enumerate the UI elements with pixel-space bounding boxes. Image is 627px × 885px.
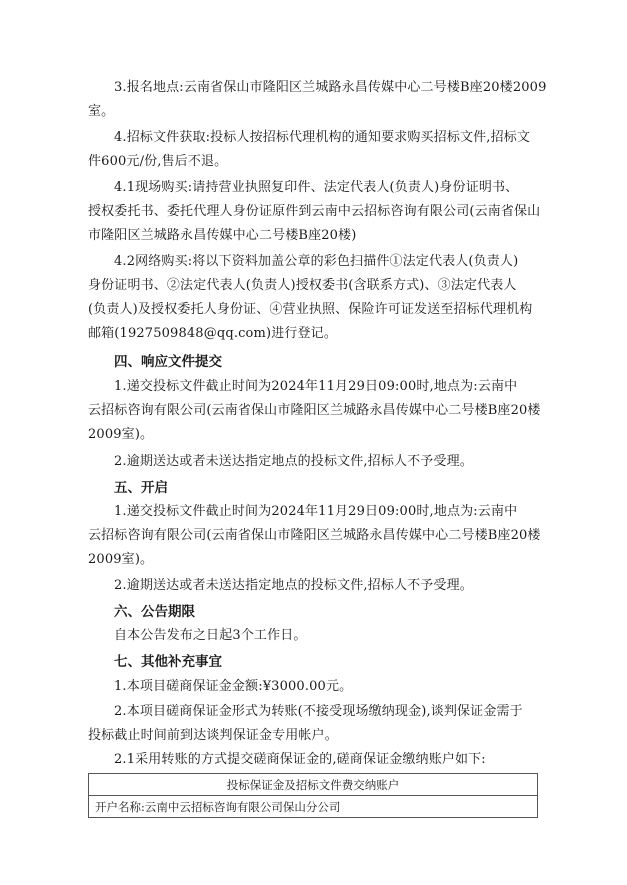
- paragraph-late-submission: 2.逾期送达或者未送达指定地点的投标文件,招标人不予受理。: [114, 454, 473, 469]
- section-heading-announcement-period: 六、公告期限: [114, 604, 195, 620]
- paragraph-deposit-form: 2.本项目磋商保证金形式为转账(不接受现场缴纳现金),谈判保证金需于 投标截止时间前到达谈判保证金专用帐户。: [88, 704, 523, 743]
- paragraph-opening-deadline: 1.递交投标文件截止时间为2024年11月29日09:00时,地点为:云南中 云招标咨询有限公司(云南省保山市隆阳区兰城路永昌传媒中心二号楼B座20楼 2009室)。: [88, 504, 541, 567]
- paragraph-registration-location: 3.报名地点:云南省保山市隆阳区兰城路永昌传媒中心二号楼B座20楼2009 室。: [88, 80, 547, 119]
- account-name-cell: 开户名称:云南中云招标咨询有限公司保山分公司: [89, 796, 538, 818]
- paragraph-bid-document-acquisition: 4.招标文件获取:投标人按招标代理机构的通知要求购买招标文件,招标文 件600元/份,售后不退。: [88, 130, 531, 169]
- paragraph-transfer-account: 2.1采用转账的方式提交磋商保证金的,磋商保证金缴纳账户如下:: [114, 752, 486, 767]
- section-heading-other-matters: 七、其他补充事宜: [114, 654, 222, 670]
- paragraph-deposit-amount: 1.本项目磋商保证金金额:¥3000.00元。: [114, 679, 353, 694]
- paragraph-opening-late: 2.逾期送达或者未送达指定地点的投标文件,招标人不予受理。: [114, 578, 473, 593]
- deposit-account-table: [88, 773, 538, 818]
- section-heading-opening: 五、开启: [114, 480, 168, 496]
- table-header-cell: 投标保证金及招标文件费交纳账户: [89, 774, 538, 796]
- paragraph-announcement-period: 自本公告发布之日起3个工作日。: [114, 628, 307, 643]
- table-row: [89, 774, 538, 796]
- paragraph-onsite-purchase: 4.1现场购买:请持营业执照复印件、法定代表人(负责人)身份证明书、 授权委托书、委托代理人身份证原件到云南中云招标咨询有限公司(云南省保山 市隆阳区兰城路永昌传媒中心二号楼B座20楼): [88, 180, 541, 243]
- paragraph-online-purchase: 4.2网络购买:将以下资料加盖公章的彩色扫描件①法定代表人(负责人) 身份证明书、②法定代表人(负责人)授权委书(含联系方式)、③法定代表人 (负责人)及授权委托人身份证、④营业执照、保险许可证发送至招标代理机构 邮箱(1927509848@qq.com)进行登记。: [88, 254, 533, 341]
- paragraph-submission-deadline: 1.递交投标文件截止时间为2024年11月29日09:00时,地点为:云南中 云招标咨询有限公司(云南省保山市隆阳区兰城路永昌传媒中心二号楼B座20楼 2009室)。: [88, 379, 541, 442]
- section-heading-submission: 四、响应文件提交: [114, 354, 222, 370]
- table-row: [89, 796, 538, 818]
